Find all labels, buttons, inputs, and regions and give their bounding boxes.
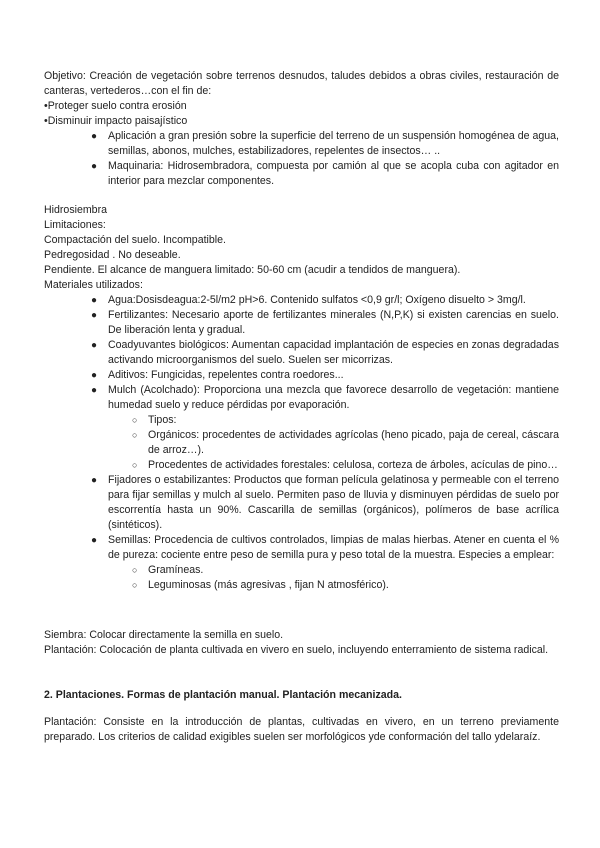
hidrosiembra-section [44,203,559,593]
definitions-section [44,628,559,658]
sub-text: Gramíneas. [148,564,204,576]
materials-label: Materiales utilizados: [44,279,143,291]
bullet-icon: ● [91,385,98,396]
bullet-icon: ● [91,475,98,486]
circle-bullet-icon: ○ [132,565,138,575]
bullet-item [44,159,559,189]
material-text: Fertilizantes: Necesario aporte de fertilizantes minerales (N,P,K) si existen carencias en suelo. De liberación lenta y gradual. [108,309,559,336]
material-item [44,533,559,563]
bullet-text: Aplicación a gran presión sobre la superficie del terreno de un suspensión homogénea de agua, semillas, abonos, mulches, estabilizadores, repelentes de insectos… .. [108,130,559,157]
bullet-icon: ● [91,131,98,142]
limit-item: Pedregosidad . No deseable. [44,249,181,261]
sub-item [44,458,559,473]
material-item [44,308,559,338]
objective-text: Objetivo: Creación de vegetación sobre terrenos desnudos, taludes debidos a obras civiles, restauración de canteras, vertederos…con el fin de: [44,70,559,97]
bullet-icon: ● [91,370,98,381]
section-2-text: Plantación: Consiste en la introducción de plantas, cultivadas en vivero, en un terreno previamente preparado. Los criterios de calidad exigibles suelen ser morfológicos yde conformación del tallo ydelaraíz. [44,716,559,743]
limits-label: Limitaciones: [44,219,106,231]
circle-bullet-icon: ○ [132,430,138,440]
material-text: Fijadores o estabilizantes: Productos que forman película gelatinosa y permeable con el terreno para fijar semillas y mulch al suelo. Permiten paso de lluvia y disminuyen pérdidas de suelo por escorrentía hasta un 90%. Cascarilla de semillas (orgánicos), polímeros de base acrílica (sintéticos). [108,474,559,531]
material-text: Mulch (Acolchado): Proporciona una mezcla que favorece desarrollo de vegetación: mantiene humedad suelo y reduce pérdidas por evaporación. [108,384,559,411]
section-heading: 2. Plantaciones. Formas de plantación manual. Plantación mecanizada. [44,689,402,701]
material-item [44,368,559,383]
sub-text: Tipos: [148,414,177,426]
section-2 [44,688,559,703]
circle-bullet-icon: ○ [132,460,138,470]
bullet-icon: ● [91,535,98,546]
objective-section [44,69,559,189]
sub-text: Orgánicos: procedentes de actividades agrícolas (heno picado, paja de cereal, cáscara de arroz…). [148,429,559,456]
objective-point: •Proteger suelo contra erosión [44,100,187,112]
limit-item: Compactación del suelo. Incompatible. [44,234,226,246]
material-item [44,338,559,368]
bullet-text: Maquinaria: Hidrosembradora, compuesta por camión al que se acopla cuba con agitador en interior para mezclar componentes. [108,160,559,187]
material-text: Agua:Dosisdeagua:2-5l/m2 pH>6. Contenido sulfatos <0,9 gr/l; Oxígeno disuelto > 3mg/l. [108,294,526,306]
siembra-definition: Siembra: Colocar directamente la semilla en suelo. [44,629,284,641]
section-2-body [44,715,559,745]
sub-text: Leguminosas (más agresivas , fijan N atmosférico). [148,579,389,591]
bullet-icon: ● [91,340,98,351]
bullet-icon: ● [91,161,98,172]
sub-text: Procedentes de actividades forestales: celulosa, corteza de árboles, acículas de pino… [148,459,558,471]
plantacion-definition: Plantación: Colocación de planta cultivada en vivero en suelo, incluyendo enterramiento de sistema radical. [44,644,549,656]
material-text: Coadyuvantes biológicos: Aumentan capacidad implantación de especies en zonas degradadas activando microorganismos del suelo. Suelen ser micorrizas. [108,339,559,366]
section-title: Hidrosiembra [44,204,107,216]
material-item [44,473,559,533]
bullet-icon: ● [91,310,98,321]
circle-bullet-icon: ○ [132,415,138,425]
sub-item [44,578,559,593]
material-text: Semillas: Procedencia de cultivos controlados, limpias de malas hierbas. Atener en cuenta el % de pureza: cociente entre peso de semilla pura y peso total de la muestra. Especies a emplear: [108,534,559,561]
material-text: Aditivos: Fungicidas, repelentes contra roedores... [108,369,344,381]
circle-bullet-icon: ○ [132,580,138,590]
sub-item [44,428,559,458]
limit-item: Pendiente. El alcance de manguera limitado: 50-60 cm (acudir a tendidos de manguera). [44,264,461,276]
material-item [44,383,559,413]
sub-item [44,413,559,428]
sub-item [44,563,559,578]
objective-point: •Disminuir impacto paisajístico [44,115,188,127]
material-item [44,293,559,308]
bullet-item [44,129,559,159]
bullet-icon: ● [91,295,98,306]
